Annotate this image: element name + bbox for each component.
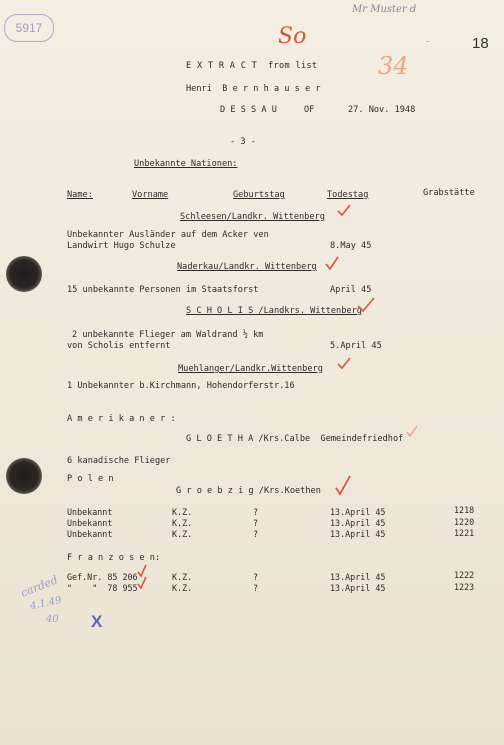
red-check-icon	[336, 203, 352, 217]
section-polish: P o l e n	[67, 474, 114, 484]
col-geburtstag: Geburtstag	[233, 190, 285, 200]
polen-row-3-date: 13.April 45	[330, 529, 386, 539]
entry3-line2: von Scholis entfernt	[67, 341, 171, 351]
french-row-2-grave: 1223	[454, 582, 475, 592]
polen-row-1-date: 13.April 45	[330, 507, 386, 517]
page-marker: - 3 -	[230, 137, 256, 147]
location-gloetha: G L O E T H A /Krs.Calbe Gemeindefriedhof	[186, 434, 404, 444]
polen-row-2-name: Unbekannt	[67, 518, 113, 528]
extract-heading: E X T R A C T from list	[186, 61, 318, 71]
header-date: 27. Nov. 1948	[348, 105, 416, 115]
red-check-icon	[136, 576, 148, 590]
french-row-2-name: " " 78 955	[67, 583, 138, 593]
red-check-icon	[336, 356, 352, 370]
location-muehlanger: Muehlanger/Landkr.Wittenberg	[178, 364, 323, 374]
polen-row-2-grave: 1220	[454, 517, 475, 527]
polen-row-3-name: Unbekannt	[67, 529, 113, 539]
polen-row-2-kz: K.Z.	[172, 518, 193, 528]
page-number: 18	[472, 35, 489, 52]
polen-row-3-q: ?	[253, 529, 259, 539]
french-row-1-date: 13.April 45	[330, 572, 386, 582]
polen-row-1-name: Unbekannt	[67, 507, 113, 517]
polen-row-1-kz: K.Z.	[172, 507, 193, 517]
col-todestag: Todestag	[327, 190, 369, 200]
entry3-line1: 2 unbekannte Flieger am Waldrand ½ km	[72, 330, 264, 340]
col-vorname: Vorname	[132, 190, 169, 200]
section-french: F r a n z o s e n:	[67, 553, 161, 563]
french-row-1-grave: 1222	[454, 570, 475, 580]
french-row-1-kz: K.Z.	[172, 572, 193, 582]
french-row-1-name: Gef.Nr. 85 206	[67, 572, 138, 582]
location-groebzig: G r o e b z i g /Krs.Koethen	[176, 486, 321, 496]
entry1-line1: Unbekannter Ausländer auf dem Acker ven	[67, 230, 269, 240]
place: D E S S A U	[220, 105, 277, 115]
polen-row-2-date: 13.April 45	[330, 518, 386, 528]
red-check-icon	[334, 474, 352, 496]
polen-row-3-grave: 1221	[454, 528, 475, 538]
entry2-text: 15 unbekannte Personen im Staatsforst	[67, 285, 259, 295]
french-row-1-q: ?	[253, 572, 259, 582]
section-unknown-nations: Unbekannte Nationen:	[134, 159, 238, 169]
archive-stamp: 5917	[4, 14, 54, 42]
margin-note-line3: 40	[46, 614, 59, 625]
corner-note: Mr Muster d	[352, 4, 417, 15]
polen-row-3-kz: K.Z.	[172, 529, 193, 539]
person-name: Henri B e r n h a u s e r	[186, 84, 321, 94]
entry3-date: 5.April 45	[330, 341, 382, 351]
blue-x-mark: X	[91, 612, 103, 631]
french-row-2-kz: K.Z.	[172, 583, 193, 593]
entry4-text: 1 Unbekannter b.Kirchmann, Hohendorferstr.16	[67, 381, 295, 391]
red-check-icon	[324, 255, 340, 271]
punch-hole	[6, 256, 42, 292]
entry1-date: 8.May 45	[330, 241, 372, 251]
punch-hole	[6, 458, 42, 494]
of-label: OF	[304, 105, 315, 115]
location-schleesen: Schleesen/Landkr. Wittenberg	[180, 212, 325, 222]
faint-page-mark: -	[424, 34, 432, 48]
red-check-icon	[356, 297, 376, 313]
location-naderkau: Naderkau/Landkr. Wittenberg	[177, 262, 317, 272]
red-so-mark: So	[278, 24, 307, 49]
entry1-line2: Landwirt Hugo Schulze	[67, 241, 176, 251]
polen-row-1-q: ?	[253, 507, 259, 517]
entry5-text: 6 kanadische Flieger	[67, 456, 171, 466]
col-grabstaette: Grabstätte	[423, 188, 475, 198]
entry2-date: April 45	[330, 285, 372, 295]
col-name: Name:	[67, 190, 93, 200]
red-ref-number: 34	[378, 52, 409, 80]
french-row-2-date: 13.April 45	[330, 583, 386, 593]
location-scholis: S C H O L I S /Landkrs. Wittenberg	[186, 306, 362, 316]
polen-row-2-q: ?	[253, 518, 259, 528]
polen-row-1-grave: 1218	[454, 505, 475, 515]
margin-note-line1: carded	[18, 573, 60, 600]
red-check-icon	[405, 424, 419, 438]
margin-note-line2: 4.1.49	[29, 594, 63, 613]
french-row-2-q: ?	[253, 583, 259, 593]
section-american: A m e r i k a n e r :	[67, 414, 176, 424]
